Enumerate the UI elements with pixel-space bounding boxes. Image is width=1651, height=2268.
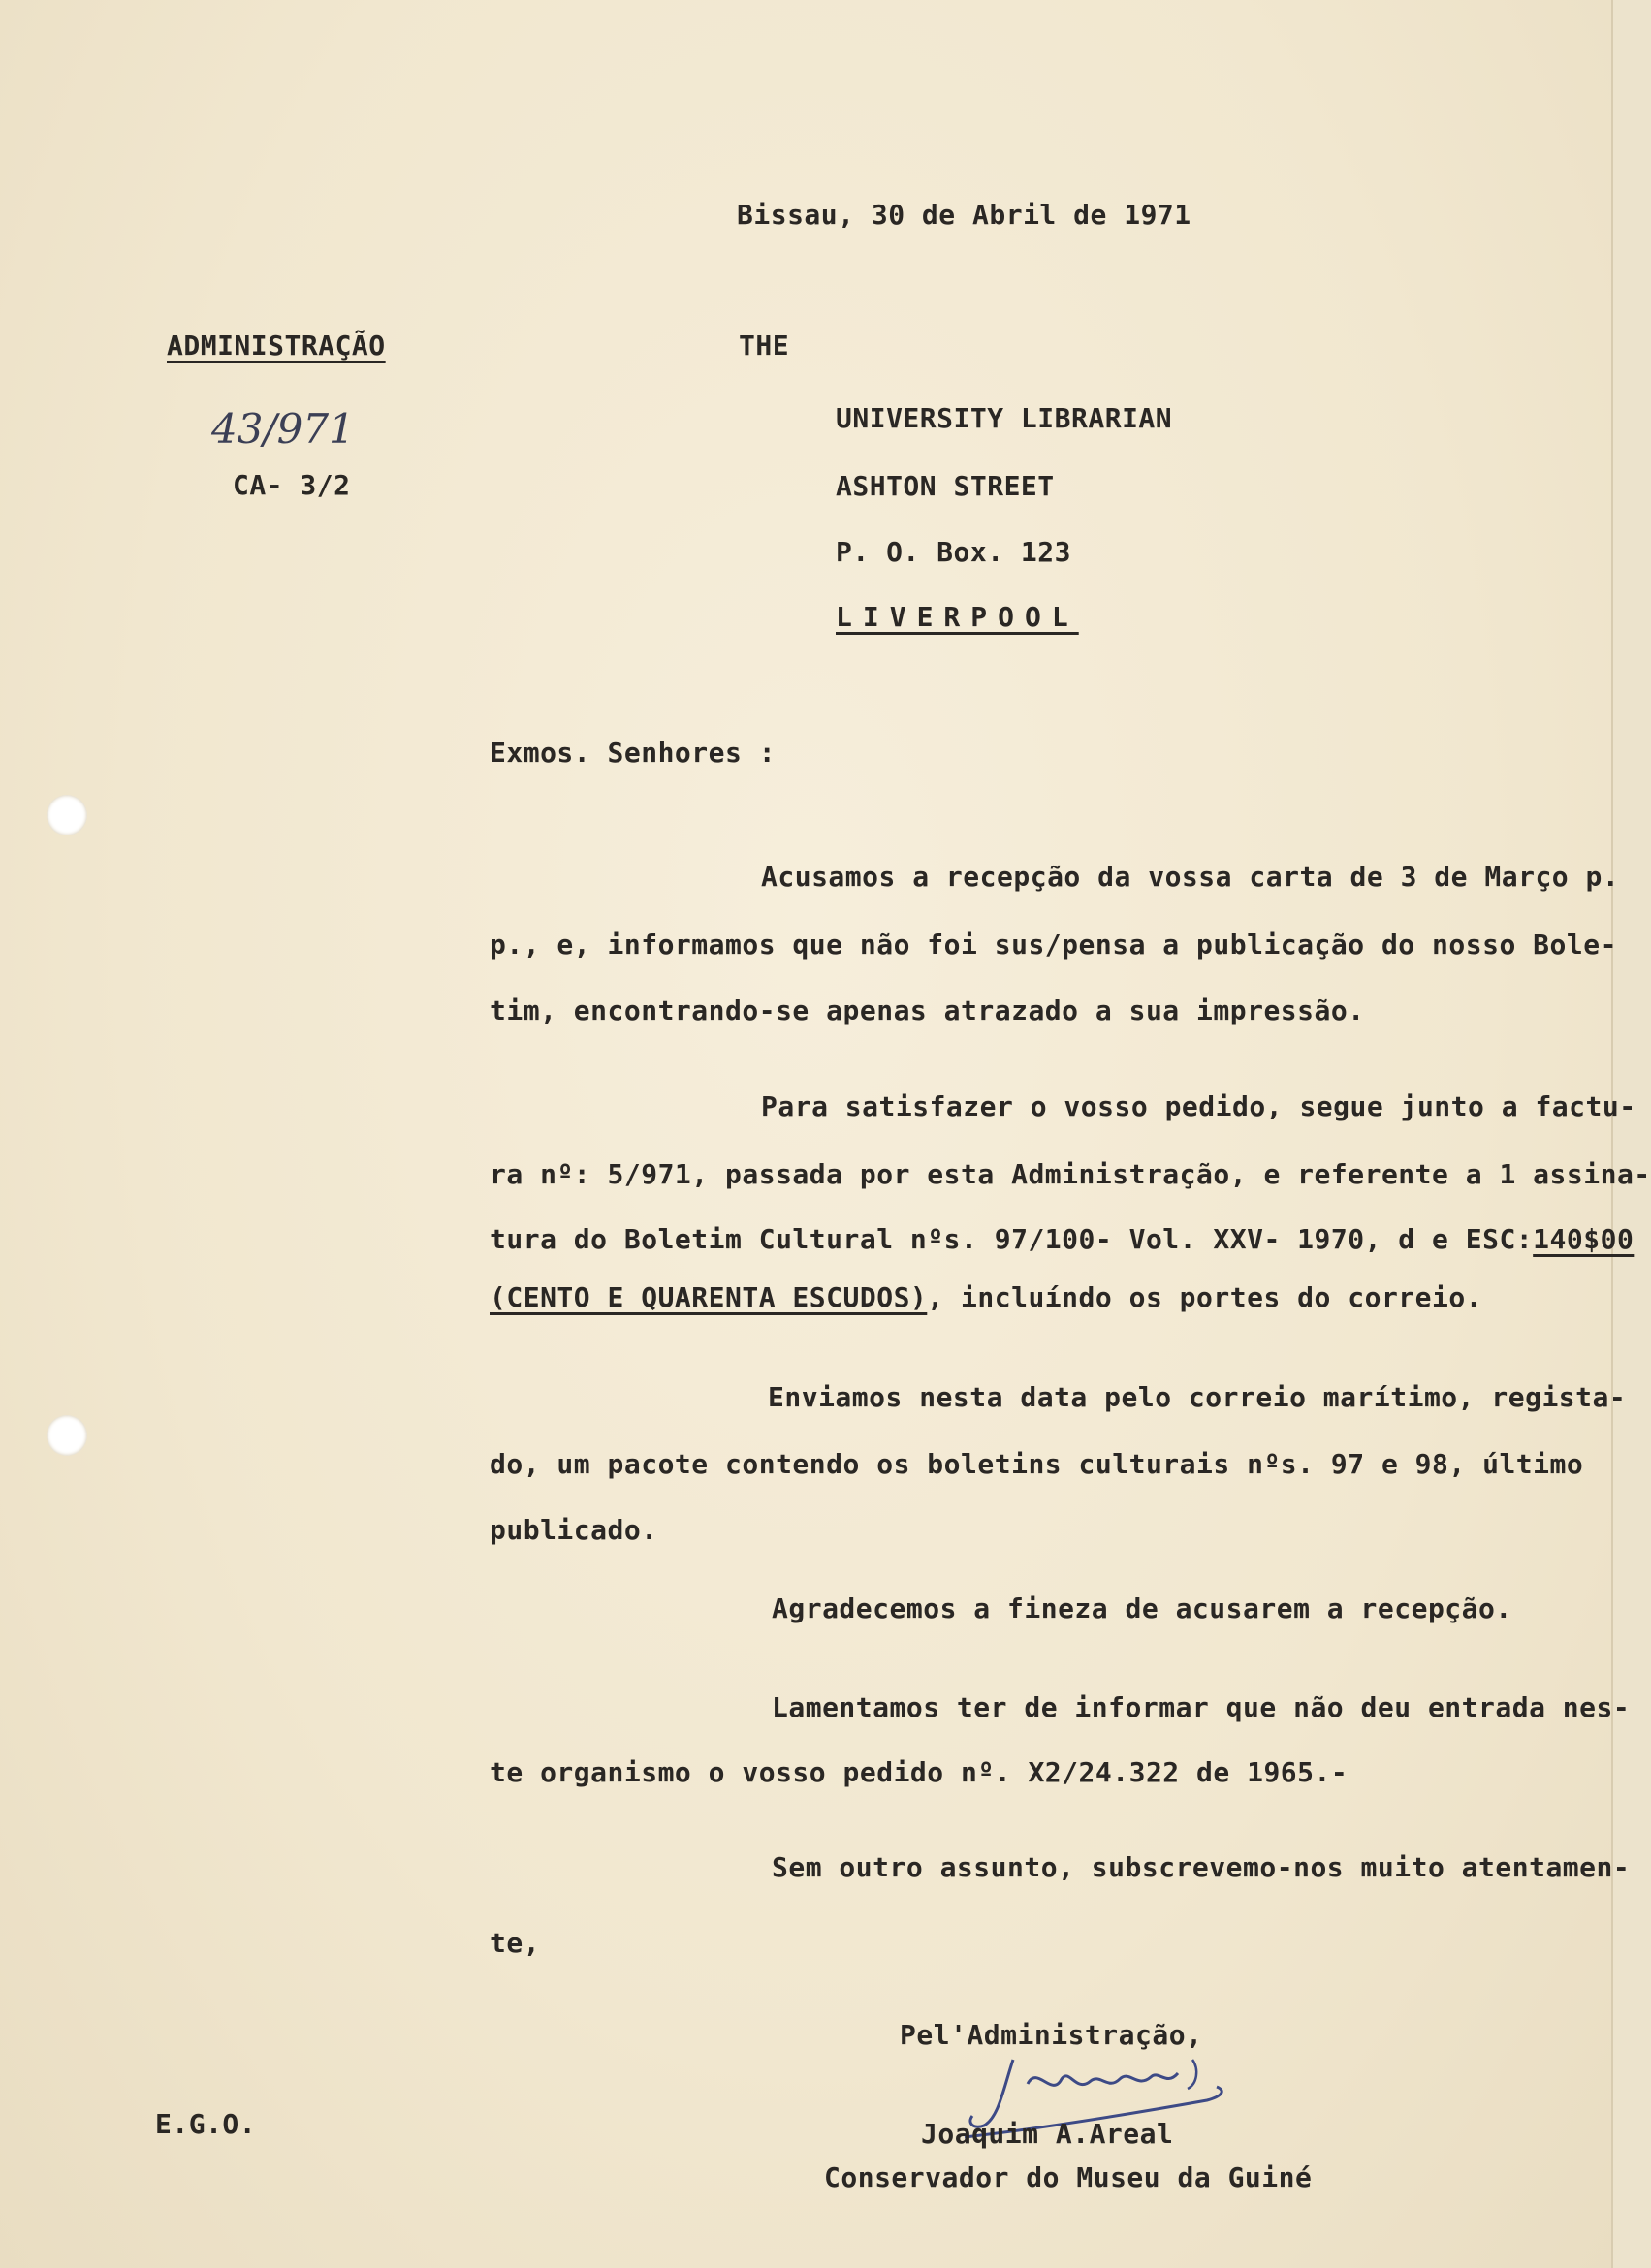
reference-number: 43/971 bbox=[211, 405, 355, 453]
punch-hole-bottom bbox=[47, 1415, 87, 1456]
body-line: Enviamos nesta data pelo correio marítimo, regista- bbox=[768, 1381, 1627, 1413]
recipient-line-4: P. O. Box. 123 bbox=[836, 536, 1072, 568]
body-line: tim, encontrando-se apenas atrazado a sua impressão. bbox=[490, 994, 1365, 1026]
recipient-city: LIVERPOOL bbox=[836, 601, 1079, 633]
recipient-line-1: THE bbox=[739, 330, 790, 362]
body-line: te, bbox=[490, 1927, 541, 1959]
body-line: Agradecemos a fineza de acusarem a recepção. bbox=[772, 1592, 1512, 1624]
body-line: ra nº: 5/971, passada por esta Administração, e referente a 1 assina- bbox=[490, 1158, 1651, 1190]
department-heading: ADMINISTRAÇÃO bbox=[167, 330, 386, 362]
body-line: publicado. bbox=[490, 1514, 658, 1546]
recipient-line-3: ASHTON STREET bbox=[836, 470, 1055, 502]
amount-in-words: (CENTO E QUARENTA ESCUDOS) bbox=[490, 1281, 928, 1313]
closing-for-line: Pel'Administração, bbox=[900, 2019, 1203, 2051]
date-line: Bissau, 30 de Abril de 1971 bbox=[737, 199, 1191, 231]
invoice-amount: 140$00 bbox=[1533, 1223, 1635, 1255]
body-text: , incluíndo os portes do correio. bbox=[927, 1281, 1483, 1313]
typist-initials: E.G.O. bbox=[155, 2108, 257, 2140]
signatory-name: Joaquim A.Areal bbox=[921, 2118, 1174, 2150]
signatory-title: Conservador do Museu da Guiné bbox=[824, 2161, 1313, 2193]
body-line: Para satisfazer o vosso pedido, segue junto a factu- bbox=[761, 1090, 1636, 1122]
body-line: te organismo o vosso pedido nº. X2/24.322 de 1965.- bbox=[490, 1756, 1349, 1788]
body-line: Lamentamos ter de informar que não deu entrada nes- bbox=[772, 1691, 1631, 1723]
punch-hole-top bbox=[47, 795, 87, 835]
recipient-line-2: UNIVERSITY LIBRARIAN bbox=[836, 402, 1173, 434]
body-line: Acusamos a recepção da vossa carta de 3 de Março p. bbox=[761, 861, 1620, 893]
body-line bbox=[490, 1223, 1634, 1255]
body-text: tura do Boletim Cultural nºs. 97/100- Vol. XXV- 1970, d e ESC: bbox=[490, 1223, 1534, 1255]
body-line: Sem outro assunto, subscrevemo-nos muito atentamen- bbox=[772, 1851, 1631, 1883]
salutation: Exmos. Senhores : bbox=[490, 737, 777, 769]
reference-code: CA- 3/2 bbox=[233, 469, 351, 501]
body-line: p., e, informamos que não foi sus/pensa a publicação do nosso Bole- bbox=[490, 929, 1617, 961]
body-line: do, um pacote contendo os boletins culturais nºs. 97 e 98, último bbox=[490, 1448, 1584, 1480]
page-edge bbox=[1611, 0, 1613, 2268]
body-line bbox=[490, 1281, 1482, 1313]
